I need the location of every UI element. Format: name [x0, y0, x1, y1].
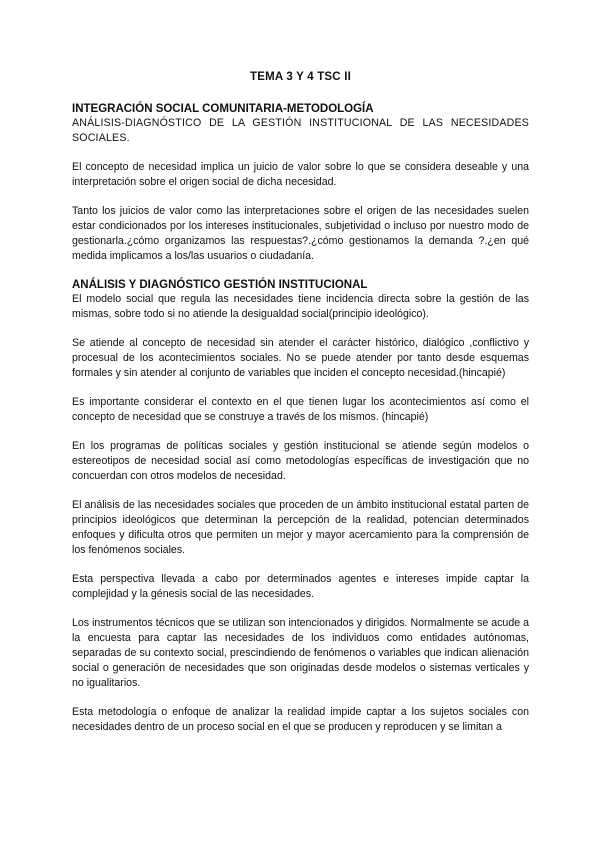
section2-paragraph-5: El análisis de las necesidades sociales que proceden de un ámbito institucional estatal parten de principios ideológicos que determinan la percepción de la realidad, potencian determinados enfoques y dificulta otros que permiten un mejor y mayor acercamiento para la comprensión de los fenómenos sociales.	[72, 499, 529, 556]
section1-paragraph-2: Tanto los juicios de valor como las interpretaciones sobre el origen de las necesidades suelen estar condicionados por los intereses institucionales, subjetividad o incluso por nuestro modo de gestionarla.¿cómo organizamos las respuestas?.¿cómo gestionamos la demanda ?.¿en qué medida implicamos a los/las usuarios o ciudadanía.	[72, 205, 529, 262]
section1-paragraph-1: El concepto de necesidad implica un juicio de valor sobre lo que se considera deseable y una interpretación sobre el origen social de dicha necesidad.	[72, 161, 529, 188]
section2-paragraph-1: El modelo social que regula las necesidades tiene incidencia directa sobre la gestión de las mismas, sobre todo si no atiende la desigualdad social(principio ideológico).	[72, 293, 529, 320]
section1-heading: INTEGRACIÓN SOCIAL COMUNITARIA-METODOLOGÍA	[72, 103, 374, 115]
section2-heading: ANÁLISIS Y DIAGNÓSTICO GESTIÓN INSTITUCIONAL	[72, 279, 368, 291]
section2-paragraph-8: Esta metodología o enfoque de analizar la realidad impide captar a los sujetos sociales con necesidades dentro de un proceso social en el que se producen y reproducen y se limitan a	[72, 706, 529, 733]
section2-paragraph-7: Los instrumentos técnicos que se utilizan son intencionados y dirigidos. Normalmente se acude a la encuesta para captar las necesidades de los individuos como entidades autónomas, separadas de su contexto social, prescindiendo de fenómenos o variables que indican alienación social o generación de necesidades que son originadas desde modelos o sistemas verticales y no igualitarios.	[72, 617, 529, 689]
section2-paragraph-6: Esta perspectiva llevada a cabo por determinados agentes e intereses impide captar la complejidad y la génesis social de las necesidades.	[72, 573, 529, 600]
section1-subheading: ANÁLISIS-DIAGNÓSTICO DE LA GESTIÓN INSTITUCIONAL DE LAS NECESIDADES SOCIALES.	[72, 117, 529, 144]
section2-paragraph-2: Se atiende al concepto de necesidad sin atender el carácter histórico, dialógico ,conflictivo y procesual de los acontecimientos sociales. No se puede atender por tanto desde esquemas formales y sin atender al conjunto de variables que inciden el concepto necesidad.(hincapié)	[72, 337, 529, 379]
section2-paragraph-4: En los programas de políticas sociales y gestión institucional se atiende según modelos o estereotipos de necesidad social así como metodologías específicas de investigación que no concuerdan con otros modelos de necesidad.	[72, 440, 529, 482]
section2-paragraph-3: Es importante considerar el contexto en el que tienen lugar los acontecimientos así como el concepto de necesidad que se construye a través de los mismos. (hincapié)	[72, 396, 529, 423]
document-title: TEMA 3 Y 4 TSC II	[250, 71, 351, 83]
